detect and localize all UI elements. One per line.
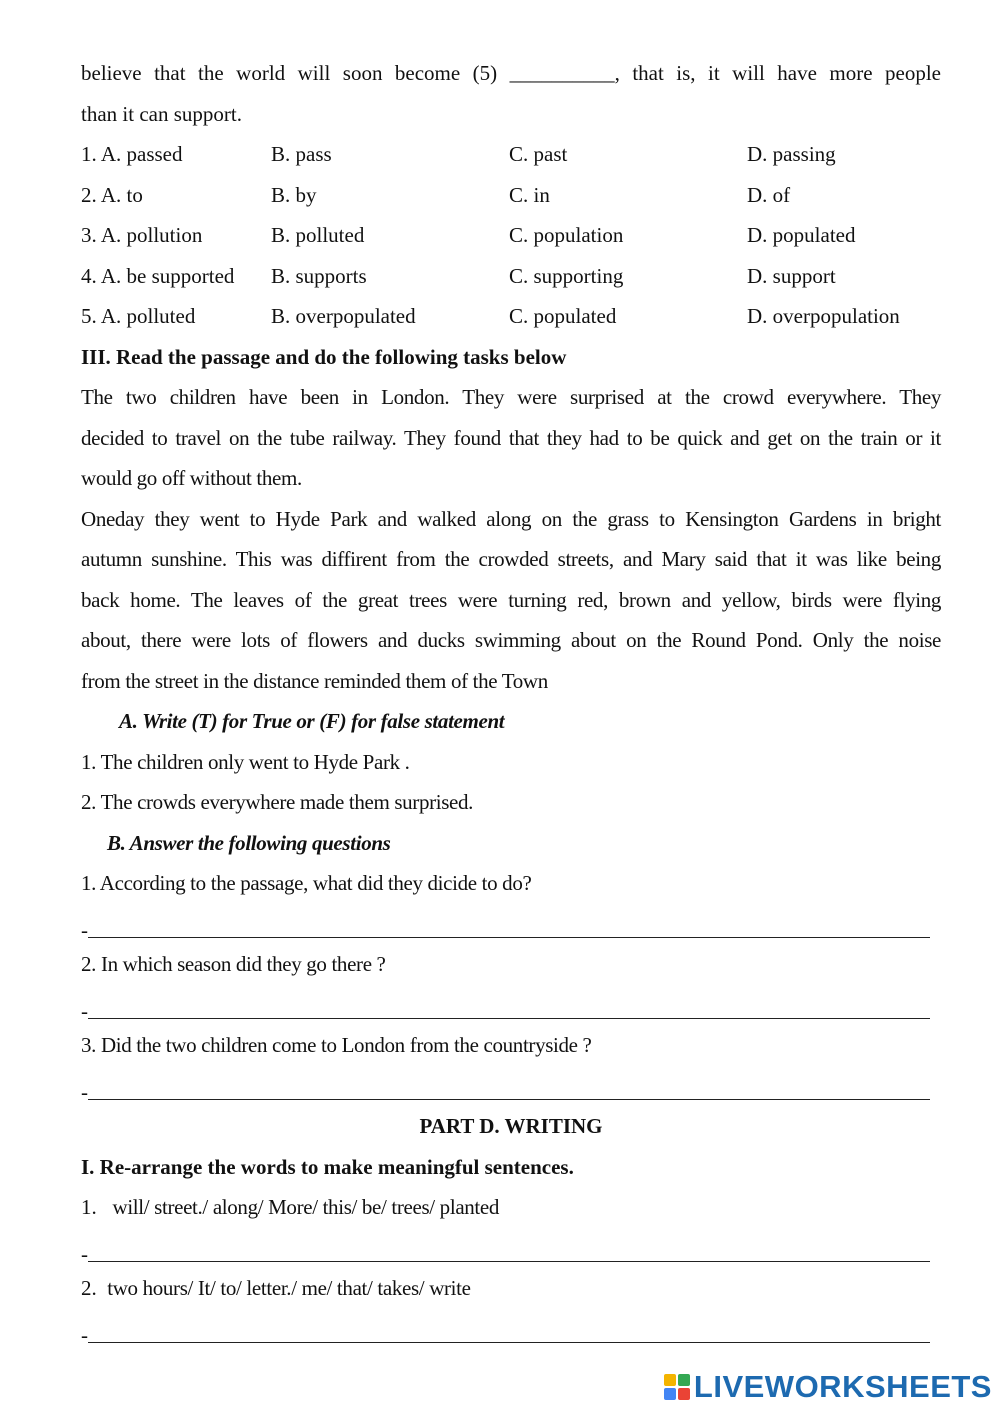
question-text: 1. According to the passage, what did they dicide to do? xyxy=(81,871,532,895)
mc-option-d: D. passing xyxy=(747,142,836,166)
passage-intro-line-2: than it can support. xyxy=(81,101,242,126)
passage-line: decided to travel on the tube railway. They found that they had to be quick and get on the train or it xyxy=(81,425,941,450)
answer-dash: - xyxy=(81,1242,88,1266)
mc-option-b: B. overpopulated xyxy=(271,304,416,328)
passage-line: would go off without them. xyxy=(81,466,302,490)
answer-line[interactable] xyxy=(81,1228,941,1269)
mc-option-d: D. populated xyxy=(747,223,856,247)
mc-question-row xyxy=(81,296,941,337)
true-false-item: 1. The children only went to Hyde Park . xyxy=(81,749,410,774)
mc-option-a: 5. A. polluted xyxy=(81,304,196,328)
answer-rule xyxy=(88,1098,930,1100)
mc-option-c: C. in xyxy=(509,182,550,207)
section-3-heading: III. Read the passage and do the following tasks below xyxy=(81,344,567,369)
answer-dash: - xyxy=(81,1080,88,1104)
answer-dash: - xyxy=(81,999,88,1023)
answer-rule xyxy=(88,936,930,938)
rearrange-item xyxy=(81,1187,941,1228)
mc-question-row xyxy=(81,256,941,297)
rearrange-words: two hours/ It/ to/ letter./ me/ that/ takes/ write xyxy=(107,1276,471,1300)
answer-line[interactable] xyxy=(81,985,941,1026)
question-text: 2. In which season did they go there ? xyxy=(81,952,386,976)
mc-option-d: D. of xyxy=(747,182,791,207)
mc-option-b: B. polluted xyxy=(271,223,365,247)
passage-line: The two children have been in London. They were surprised at the crowd everywhere. They xyxy=(81,385,941,409)
rearrange-number: 1. xyxy=(81,1195,97,1219)
passage-intro-line-1: believe that the world will soon become (5) __________, that is, it will have more people xyxy=(81,61,941,85)
answer-dash: - xyxy=(81,918,88,942)
mc-option-c: C. past xyxy=(509,142,568,166)
mc-option-c: C. populated xyxy=(509,304,617,328)
part-d-heading: I. Re-arrange the words to make meaningful sentences. xyxy=(81,1154,574,1179)
mc-question-row xyxy=(81,215,941,256)
answer-rule xyxy=(88,1017,930,1019)
mc-option-d: D. overpopulation xyxy=(747,304,900,328)
answer-line[interactable] xyxy=(81,1309,941,1350)
mc-option-b: B. pass xyxy=(271,142,332,166)
mc-question-row xyxy=(81,175,941,216)
liveworksheets-watermark xyxy=(664,1369,992,1405)
passage-line: autumn sunshine. This was diffirent from the crowded streets, and Mary said that it was like being xyxy=(81,547,941,571)
worksheet-page xyxy=(81,53,941,1349)
logo-square xyxy=(678,1388,690,1400)
passage-line: about, there were lots of flowers and ducks swimming about on the Round Pond. Only the noise xyxy=(81,628,941,652)
mc-option-b: B. by xyxy=(271,182,317,207)
reading-passage xyxy=(81,377,941,701)
passage-line: from the street in the distance reminded them of the Town xyxy=(81,668,548,693)
answer-line[interactable] xyxy=(81,1066,941,1107)
answer-dash: - xyxy=(81,1323,88,1347)
passage-line: Oneday they went to Hyde Park and walked along on the grass to Kensington Gardens in bright xyxy=(81,506,941,531)
part-d-title: PART D. WRITING xyxy=(419,1114,603,1138)
rearrange-item xyxy=(81,1268,941,1309)
mc-option-c: C. population xyxy=(509,223,624,247)
mc-option-c: C. supporting xyxy=(509,263,624,288)
mc-option-d: D. support xyxy=(747,263,836,288)
rearrange-number: 2. xyxy=(81,1276,97,1300)
task-a-heading: A. Write (T) for True or (F) for false statement xyxy=(119,709,505,733)
logo-square xyxy=(664,1388,676,1400)
answer-rule xyxy=(88,1341,930,1343)
mc-option-a: 3. A. pollution xyxy=(81,223,203,247)
mc-option-a: 4. A. be supported xyxy=(81,263,235,288)
logo-square xyxy=(678,1374,690,1386)
logo-square xyxy=(664,1374,676,1386)
answer-rule xyxy=(88,1260,930,1262)
liveworksheets-logo-icon xyxy=(664,1374,690,1400)
passage-line: back home. The leaves of the great trees were turning red, brown and yellow, birds were flying xyxy=(81,587,941,612)
true-false-item: 2. The crowds everywhere made them surprised. xyxy=(81,790,474,814)
mc-option-a: 2. A. to xyxy=(81,182,143,207)
watermark-text: LIVEWORKSHEETS xyxy=(693,1369,992,1404)
multiple-choice-list xyxy=(81,134,941,337)
rearrange-words: will/ street./ along/ More/ this/ be/ trees/ planted xyxy=(112,1195,500,1219)
mc-option-a: 1. A. passed xyxy=(81,142,183,166)
mc-option-b: B. supports xyxy=(271,263,367,288)
answer-line[interactable] xyxy=(81,904,941,945)
task-b-heading: B. Answer the following questions xyxy=(107,830,391,855)
question-text: 3. Did the two children come to London from the countryside ? xyxy=(81,1033,592,1057)
mc-question-row xyxy=(81,134,941,175)
